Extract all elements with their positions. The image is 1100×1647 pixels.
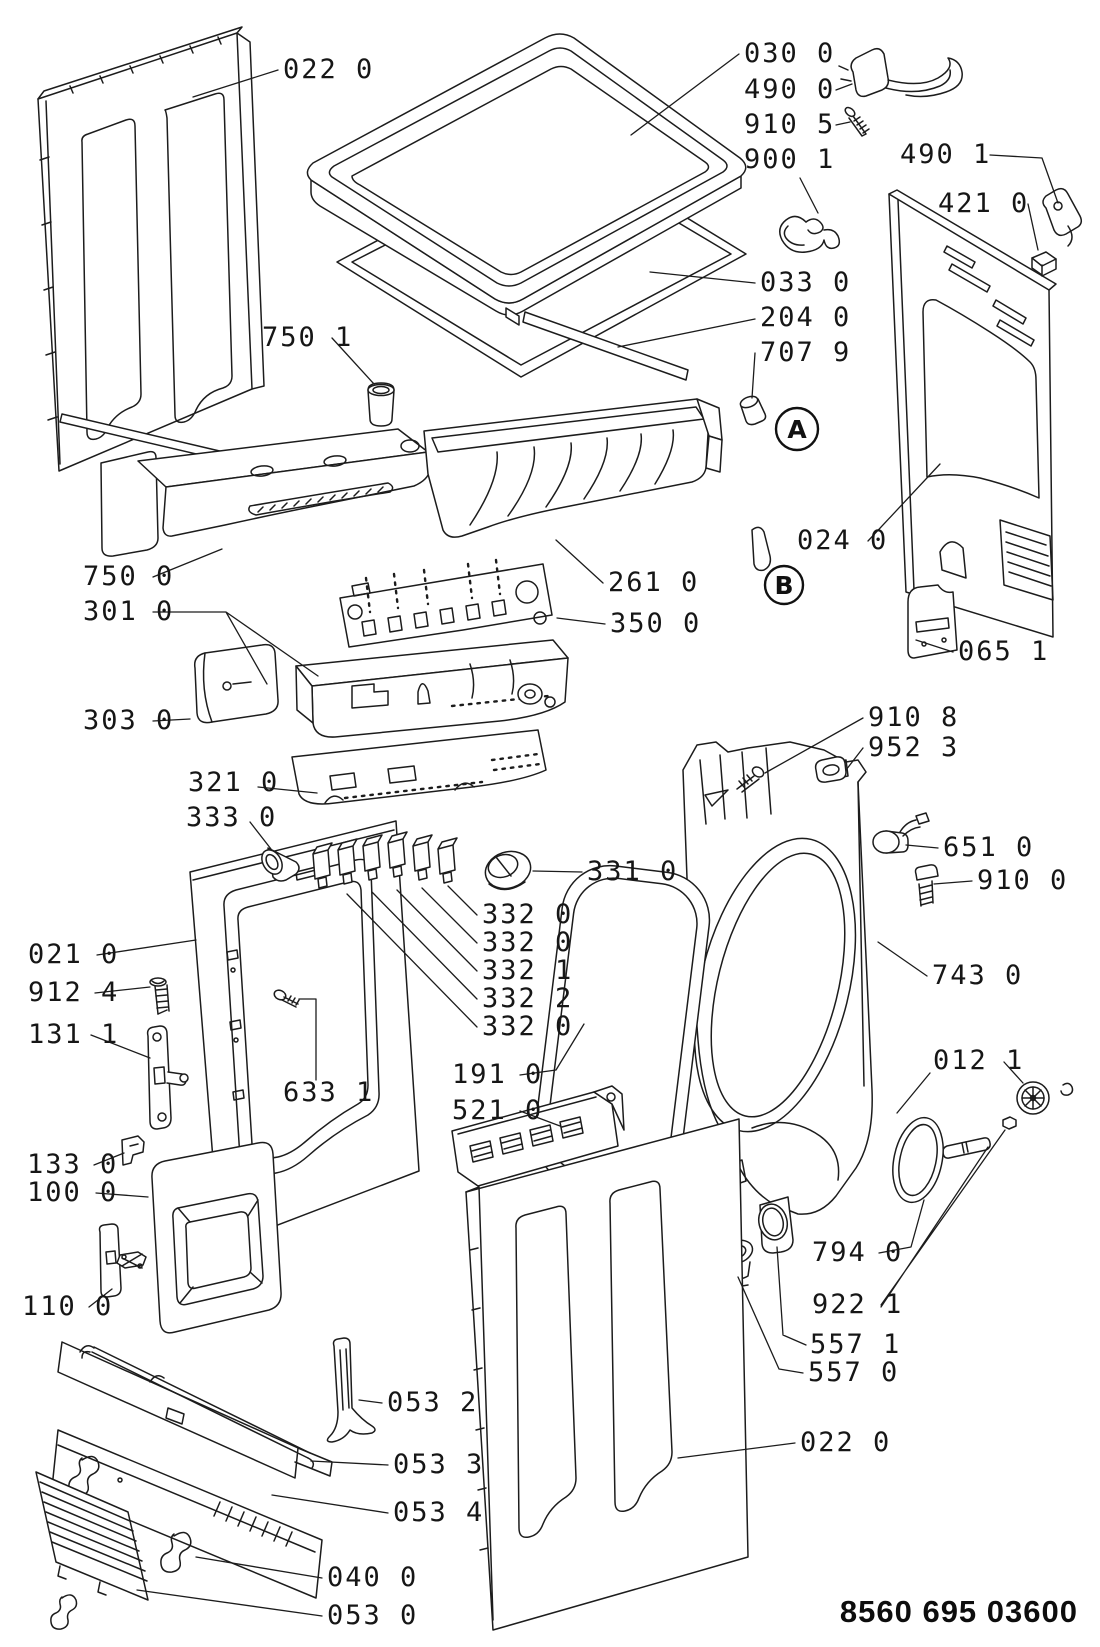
- part-screw-910-0-shape: [920, 885, 932, 905]
- label-button-332-0-b: 332 0: [482, 927, 574, 958]
- part-grommet-shape: [816, 757, 846, 782]
- label-cover-plate-065-1: 065 1: [958, 636, 1050, 667]
- label-clip-040-0: 040 0: [327, 1562, 419, 1593]
- part-control-console: [296, 640, 568, 737]
- label-grommet-952-3: 952 3: [868, 732, 960, 763]
- part-power-cord-shape: [851, 49, 888, 97]
- part-control-board-shape: [516, 581, 538, 603]
- detail-marker-b-letter: B: [774, 571, 794, 600]
- label-cord-clamp-490-1: 490 1: [900, 139, 992, 170]
- label-front-panel-021-0: 021 0: [28, 939, 120, 970]
- part-side-panel-left-shape: [38, 33, 252, 471]
- label-button-332-0-c: 332 0: [482, 1011, 574, 1042]
- part-cord-clamp: [1043, 189, 1081, 246]
- detail-marker-a-letter: A: [787, 415, 807, 444]
- label-console-301-0: 301 0: [83, 596, 175, 627]
- label-catch-133-0: 133 0: [27, 1149, 119, 1180]
- label-fascia-321-0: 321 0: [188, 767, 280, 798]
- label-button-332-1: 332 1: [482, 955, 574, 986]
- document-number: 8560 695 03600: [839, 1594, 1078, 1629]
- label-screw-910-0: 910 0: [977, 865, 1069, 896]
- label-roller-012-1: 012 1: [933, 1045, 1025, 1076]
- label-end-cap-303-0: 303 0: [83, 705, 175, 736]
- label-pcb-350-0: 350 0: [610, 608, 702, 639]
- part-motor-cover-plate-shape: [908, 585, 957, 658]
- detail-marker-b: [765, 566, 803, 604]
- part-retaining-clips-shape: [51, 1595, 77, 1629]
- part-door-catch: [122, 1136, 144, 1165]
- part-fascia-panel-shape: [292, 730, 546, 804]
- label-support-750-0: 750 0: [83, 561, 175, 592]
- label-grille-053-0: 053 0: [327, 1600, 419, 1631]
- part-motor-cover-plate: [908, 585, 957, 658]
- label-holder-557-0: 557 0: [808, 1357, 900, 1388]
- part-power-cord: [839, 49, 962, 97]
- label-duct-261-0: 261 0: [608, 567, 700, 598]
- part-rear-panel-lower: [466, 1119, 748, 1630]
- label-rod-053-3: 053 3: [393, 1449, 485, 1480]
- part-screw-910-0-shape: [916, 865, 939, 880]
- part-program-knob: [481, 846, 536, 894]
- part-air-duct-shape: [706, 436, 722, 472]
- label-knob-331-0: 331 0: [587, 856, 679, 887]
- part-door-hinge-shape: [180, 1074, 188, 1082]
- part-push-buttons-shape: [438, 838, 457, 883]
- label-felt-seal-794-0: 794 0: [812, 1237, 904, 1268]
- part-air-duct: [424, 399, 770, 570]
- label-door-frame-100-0: 100 0: [27, 1177, 119, 1208]
- label-sleeve-707-9: 707 9: [760, 337, 852, 368]
- part-screw-910-0: [916, 865, 939, 906]
- part-air-duct-shape: [424, 399, 709, 537]
- part-push-buttons-shape: [413, 835, 432, 880]
- part-thermostat-shape: [916, 813, 929, 824]
- part-thermostat-shape: [873, 831, 899, 853]
- label-bulkhead-743-0: 743 0: [932, 960, 1024, 991]
- part-air-duct-shape: [752, 527, 770, 570]
- part-roller-kit-shape: [1003, 1117, 1016, 1129]
- part-screw-910-5: [844, 106, 869, 136]
- part-cable-clip-shape: [784, 226, 804, 245]
- part-cable-clip-shape: [806, 219, 823, 234]
- part-cable-clip-shape: [780, 216, 840, 252]
- part-screw-912-4-shape: [158, 1010, 167, 1014]
- label-thermostat-651-0: 651 0: [943, 832, 1035, 863]
- part-door-inner-frame: [152, 1142, 281, 1332]
- part-worktop-spacer: [368, 383, 394, 426]
- part-support-leg: [327, 1338, 375, 1442]
- label-o-ring-557-1: 557 1: [810, 1329, 902, 1360]
- label-hinge-131-1: 131 1: [28, 1019, 120, 1050]
- part-cable-clip: [780, 216, 840, 252]
- part-power-cord-shape: [886, 70, 950, 92]
- part-console-support: [101, 429, 430, 556]
- label-screw-910-5: 910 5: [744, 109, 836, 140]
- part-rear-panel-lower-shape: [466, 1119, 748, 1630]
- label-rear-lower-panel-022-0: 022 0: [800, 1427, 892, 1458]
- part-cord-clamp-shape: [1043, 189, 1081, 236]
- part-door-hinge: [148, 1026, 188, 1129]
- label-axle-922-1: 922 1: [812, 1289, 904, 1320]
- label-hinge-plate-110-0: 110 0: [22, 1291, 114, 1322]
- detail-marker-a: [776, 408, 818, 450]
- label-button-332-2: 332 2: [482, 983, 574, 1014]
- part-switch-block-shape: [1032, 252, 1056, 266]
- part-roller-kit-shape: [1022, 1087, 1044, 1109]
- label-spacer-750-1: 750 1: [262, 322, 354, 353]
- label-cable-clip-900-1: 900 1: [744, 144, 836, 175]
- label-screw-912-4: 912 4: [28, 977, 120, 1008]
- part-roller-kit-shape: [1061, 1083, 1073, 1095]
- label-kick-panel-053-4: 053 4: [393, 1497, 485, 1528]
- label-lid-frame-033-0: 033 0: [760, 267, 852, 298]
- label-lamp-333-0: 333 0: [186, 802, 278, 833]
- part-screw-910-5-shape: [854, 117, 869, 133]
- label-power-cord: 490 0: [744, 74, 836, 105]
- part-felt-seal: [886, 1113, 951, 1207]
- part-screw-910-5-shape: [844, 106, 857, 118]
- part-door-catch-shape: [122, 1136, 144, 1165]
- label-top-lid: 030 0: [744, 38, 836, 69]
- part-fascia-panel: [292, 730, 546, 804]
- label-screw-633-1: 633 1: [283, 1077, 375, 1108]
- part-rear-panel: [889, 190, 1056, 637]
- label-support-053-2: 053 2: [387, 1387, 479, 1418]
- label-rear-panel-024-0: 024 0: [797, 525, 889, 556]
- label-switch-421-0: 421 0: [938, 188, 1030, 219]
- part-support-leg-shape: [327, 1338, 375, 1442]
- part-hinge-plate: [100, 1224, 147, 1297]
- part-grommet: [816, 757, 846, 782]
- part-control-board: [340, 560, 552, 647]
- label-module-521-0: 521 0: [452, 1095, 544, 1126]
- part-control-console-shape: [518, 684, 542, 704]
- label-button-332-0-a: 332 0: [482, 899, 574, 930]
- part-console-end-cap: [195, 645, 278, 723]
- part-roller-kit: [943, 1082, 1073, 1158]
- part-spacer-sleeve: [739, 394, 766, 424]
- label-door-seal-191-0: 191 0: [452, 1059, 544, 1090]
- part-felt-seal-shape: [886, 1113, 951, 1207]
- label-screw-910-8: 910 8: [868, 702, 960, 733]
- part-screw-912-4: [150, 978, 169, 1014]
- label-side-panel-left: 022 0: [283, 54, 375, 85]
- part-side-panel-left: [38, 27, 264, 471]
- label-trim-strip-204-0: 204 0: [760, 302, 852, 333]
- part-power-cord-shape: [839, 66, 851, 81]
